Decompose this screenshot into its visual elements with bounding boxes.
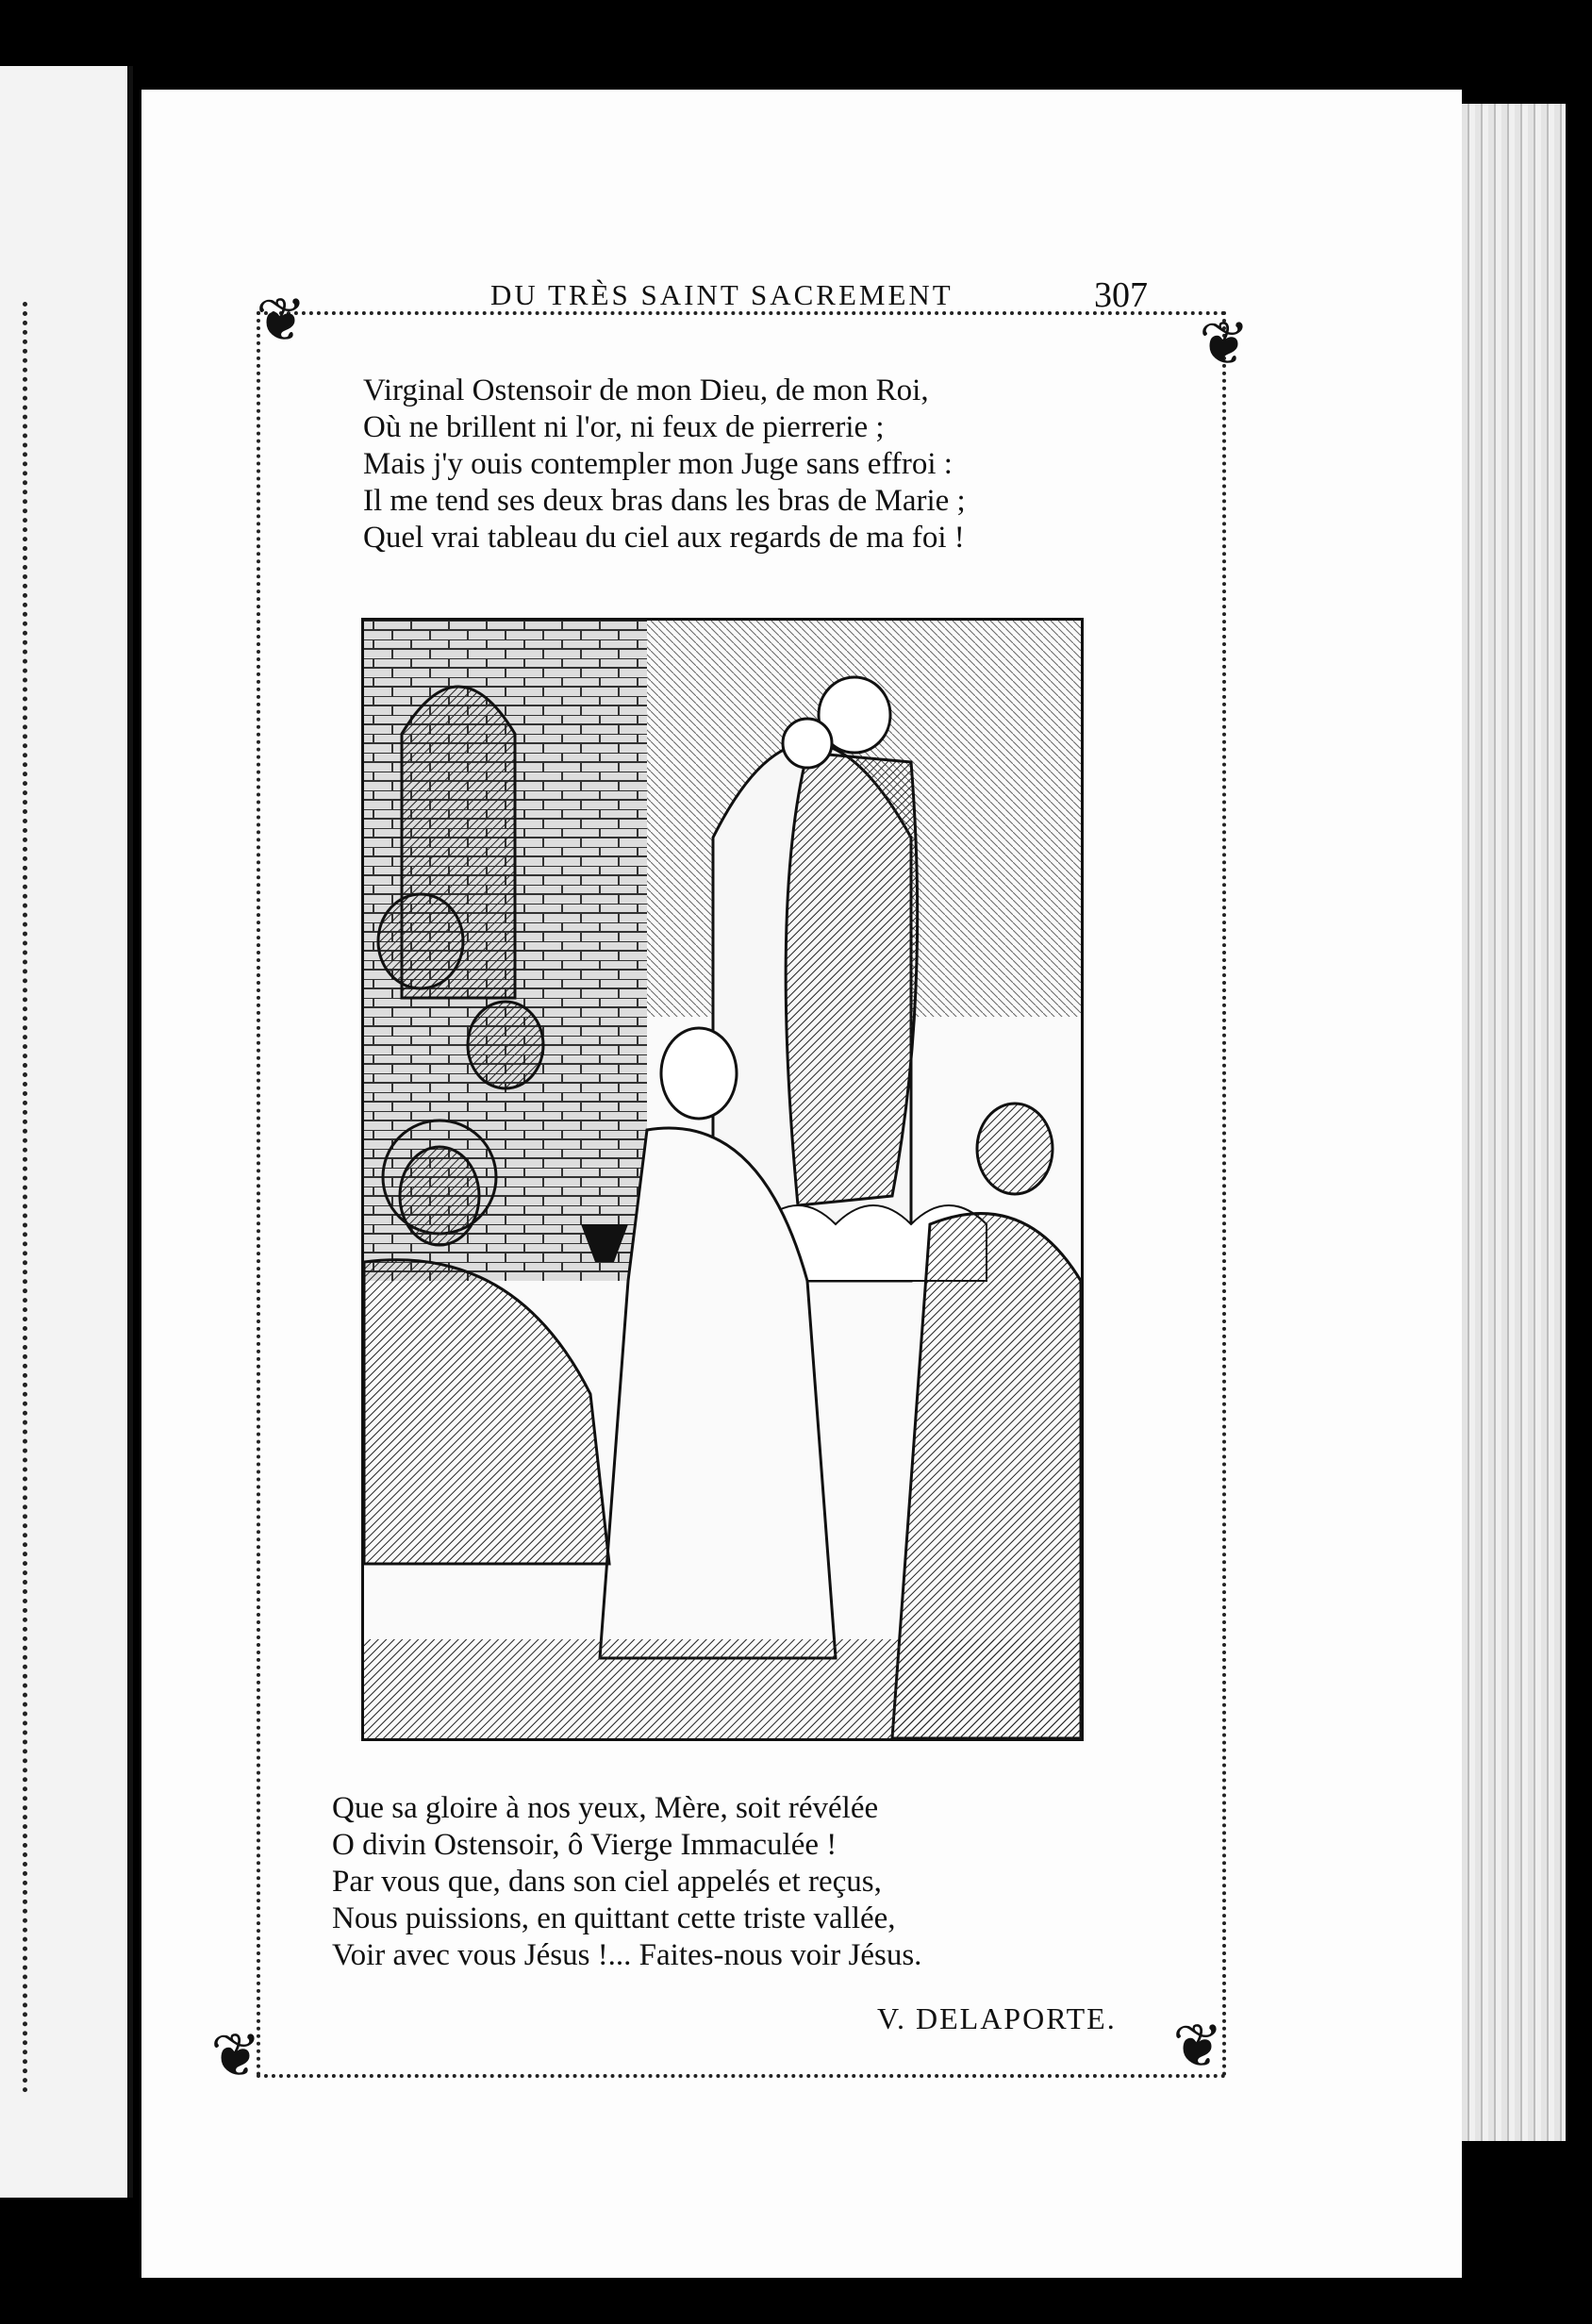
poem-line: Mais j'y ouis contempler mon Juge sans effroi : [363,447,953,481]
poem-line: Virginal Ostensoir de mon Dieu, de mon Roi, [363,374,929,407]
poem-line: Nous puissions, en quittant cette triste vallée, [332,1901,896,1935]
running-title: DU TRÈS SAINT SACREMENT [490,278,954,311]
poem-stanza-top [363,373,966,556]
floral-scroll-icon: ❦ [256,287,307,354]
author-signature: V. DELAPORTE. [877,2001,1117,2035]
facing-page-border [0,302,27,2094]
floral-scroll-icon: ❦ [210,2022,261,2089]
poem-line: O divin Ostensoir, ô Vierge Immaculée ! [332,1828,837,1862]
poem-stanza-bottom [332,1790,921,1974]
page-edges [1462,104,1566,2141]
poem-line: Par vous que, dans son ciel appelés et reçus, [332,1865,882,1899]
floral-scroll-icon: ❦ [1199,310,1250,377]
poem-line: Où ne brillent ni l'or, ni feux de pierrerie ; [363,410,885,444]
facing-page [0,66,133,2198]
page-number: 307 [1094,275,1148,315]
engraving-illustration [361,618,1084,1741]
poem-line: Voir avec vous Jésus !... Faites-nous voir Jésus. [332,1938,922,1972]
poem-line: Que sa gloire à nos yeux, Mère, soit révélée [332,1791,879,1825]
poem-line: Il me tend ses deux bras dans les bras de Marie ; [363,484,966,518]
poem-line: Quel vrai tableau du ciel aux regards de ma foi ! [363,521,965,555]
floral-scroll-icon: ❦ [1172,2013,1223,2080]
